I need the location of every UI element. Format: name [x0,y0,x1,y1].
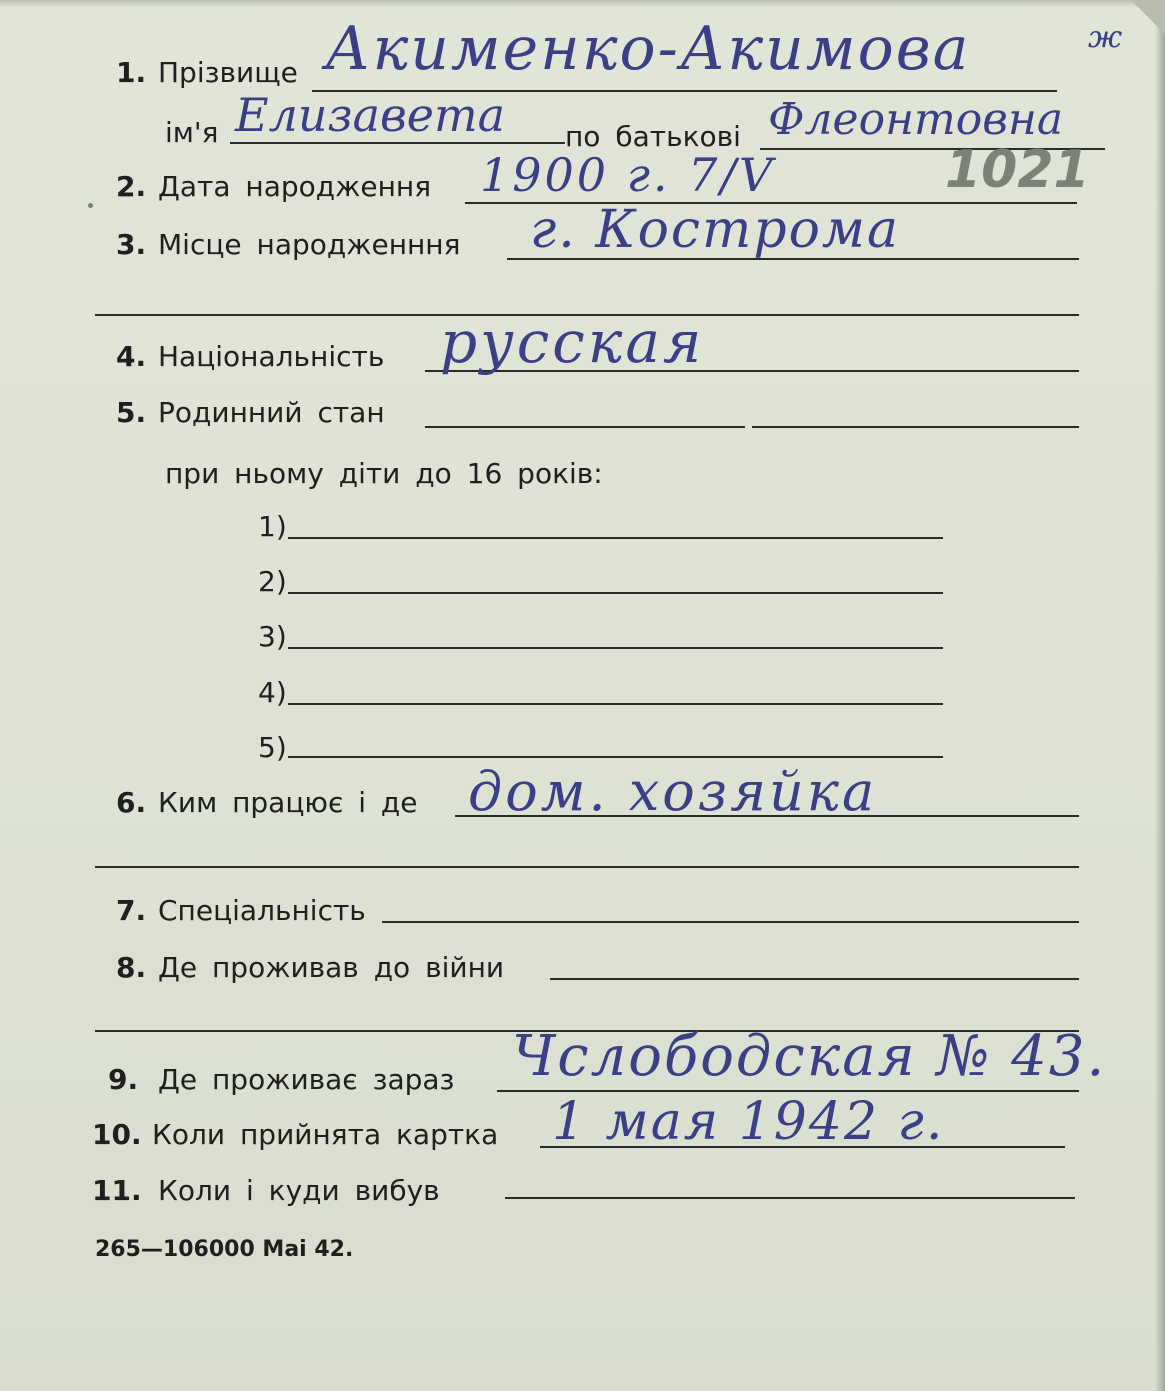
prewar-residence-label: Де проживав до війни [158,951,505,984]
field-5-number: 5. [116,396,147,429]
surname-suffix: ж [1088,20,1123,55]
child-5-label: 5) [258,731,287,764]
patronymic-label: по батькові [565,120,741,153]
ink-dot [88,203,93,208]
marital-status-label: Родинний стан [158,396,385,429]
child-3-label: 3) [258,620,287,653]
child-4-line [288,703,943,705]
birth-date-value: 1900 г. 7/V [480,148,776,202]
card-accepted-value: 1 мая 1942 г. [552,1092,945,1152]
child-5-line [288,756,943,758]
card-accepted-label: Коли прийнята картка [152,1118,499,1151]
occupation-line-2 [95,866,1079,868]
field-10-number: 10. [92,1118,142,1151]
birth-place-label: Місце народженння [158,228,461,261]
first-name-value: Елизавета [235,88,506,142]
pencil-note: 1021 [945,140,1090,200]
first-name-line [230,142,565,144]
current-residence-label: Де проживає зараз [158,1063,455,1096]
field-3-number: 3. [116,228,147,261]
birth-place-value: г. Кострома [530,200,901,260]
paper-corner [1131,0,1165,34]
child-2-label: 2) [258,565,287,598]
occupation-label: Ким працює і де [158,786,418,819]
birth-date-label: Дата народження [158,170,432,203]
field-11-number: 11. [92,1174,142,1207]
marital-status-line-b [752,426,1079,428]
child-4-label: 4) [258,676,287,709]
children-label: при ньому діти до 16 років: [165,457,603,490]
field-9-number: 9. [108,1063,139,1096]
field-6-number: 6. [116,786,147,819]
field-1-number: 1. [116,56,147,89]
occupation-value: дом. хозяйка [468,760,878,823]
paper-edge-top [0,0,1165,8]
child-1-line [288,537,943,539]
print-mark: 265—106000 Маі 42. [95,1237,354,1262]
departure-line [505,1197,1075,1199]
field-7-number: 7. [116,894,147,927]
child-2-line [288,592,943,594]
nationality-label: Національність [158,340,385,373]
marital-status-line-a [425,426,745,428]
nationality-value: русская [440,308,705,376]
surname-label: Прізвище [158,56,298,89]
paper-edge-right [1155,0,1165,1391]
first-name-label: ім'я [165,116,219,149]
field-8-number: 8. [116,951,147,984]
specialty-line [382,921,1079,923]
field-2-number: 2. [116,170,147,203]
field-4-number: 4. [116,340,147,373]
specialty-label: Спеціальність [158,894,366,927]
surname-value: Акименко-Акимова [325,14,971,84]
departure-label: Коли і куди вибув [158,1174,440,1207]
child-3-line [288,647,943,649]
current-residence-value: Чслободская № 43. [512,1024,1107,1089]
child-1-label: 1) [258,510,287,543]
prewar-residence-line [550,978,1079,980]
patronymic-value: Флеонтовна [768,94,1064,145]
